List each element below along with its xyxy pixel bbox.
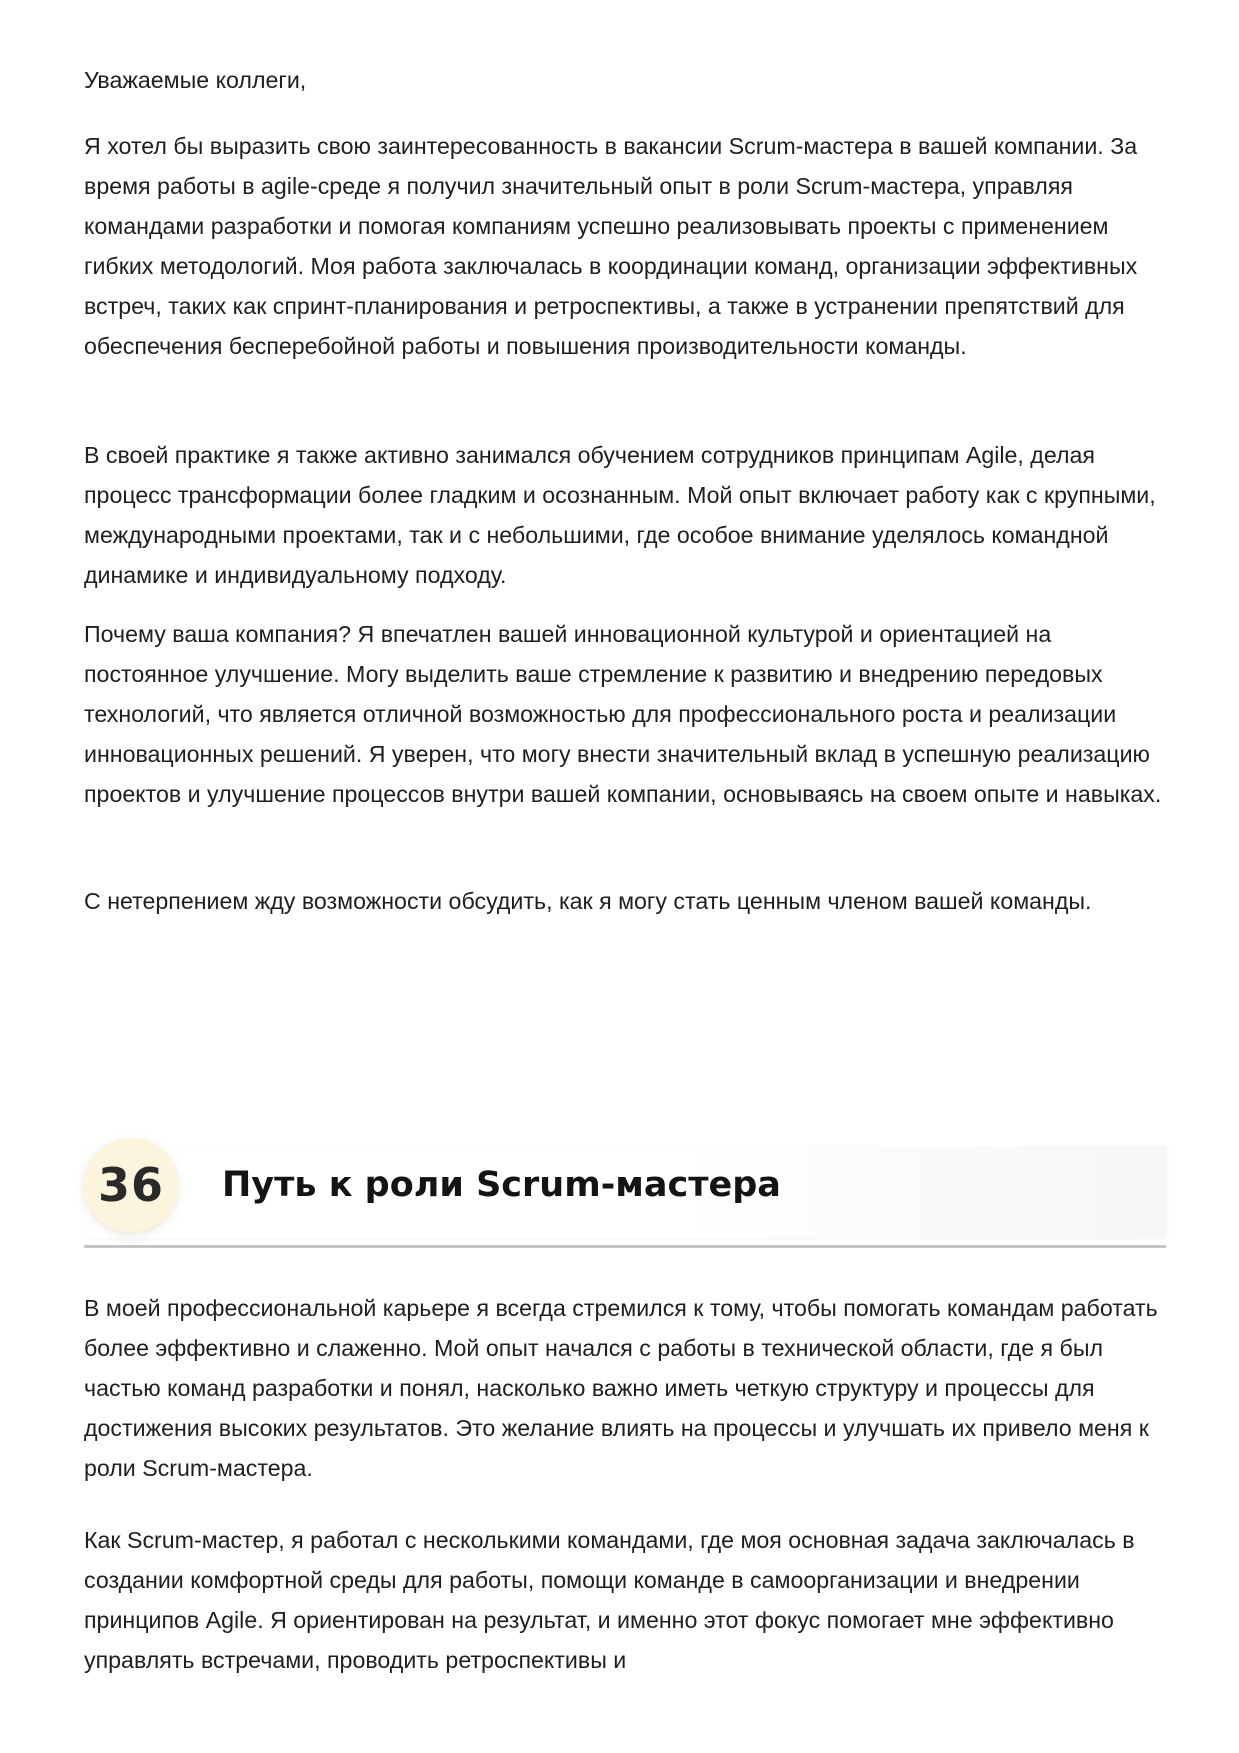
chapter-header bbox=[84, 1138, 1166, 1248]
chapter-number: 36 bbox=[97, 1158, 164, 1212]
letter-paragraph-4: С нетерпением жду возможности обсудить, как я могу стать ценным членом вашей команды. bbox=[84, 888, 1092, 914]
chapter-title: Путь к роли Scrum-мастера bbox=[222, 1165, 781, 1205]
letter-paragraph-1: Я хотел бы выразить свою заинтересованность в вакансии Scrum-мастера в вашей компании. За время работы в agile-среде я получил значительный опыт в роли Scrum-мастера, управляя командами разработки и помогая компаниям успешно реализовывать проекты с применением гибких методологий. Моя работа заключалась в координации команд, организации эффективных встреч, таких как спринт-планирования и ретроспективы, а также в устранении препятствий для обеспечения бесперебойной работы и повышения производительности команды. bbox=[84, 133, 1138, 359]
letter-greeting: Уважаемые коллеги, bbox=[84, 67, 307, 93]
chapter-divider bbox=[84, 1245, 1166, 1248]
chapter-paragraph-2: Как Scrum-мастер, я работал с несколькими командами, где моя основная задача заключалась в создании комфортной среды для работы, помощи команде в самоорганизации и внедрении принципов Agile. Я ориентирован на результат, и именно этот фокус помогает мне эффективно управлять встречами, проводить ретроспективы и bbox=[84, 1527, 1135, 1673]
letter-paragraph-3: Почему ваша компания? Я впечатлен вашей инновационной культурой и ориентацией на постоянное улучшение. Могу выделить ваше стремление к развитию и внедрению передовых технологий, что является отличной возможностью для профессионального роста и реализации инновационных решений. Я уверен, что могу внести значительный вклад в успешную реализацию проектов и улучшение процессов внутри вашей компании, основываясь на своем опыте и навыках. bbox=[84, 621, 1162, 807]
letter-paragraph-2: В своей практике я также активно занимался обучением сотрудников принципам Agile, делая процесс трансформации более гладким и осознанным. Мой опыт включает работу как с крупными, международными проектами, так и с небольшими, где особое внимание уделялось командной динамике и индивидуальному подходу. bbox=[84, 442, 1156, 588]
chapter-paragraph-1: В моей профессиональной карьере я всегда стремился к тому, чтобы помогать командам работать более эффективно и слаженно. Мой опыт начался с работы в технической области, где я был частью команд разработки и понял, насколько важно иметь четкую структуру и процессы для достижения высоких результатов. Это желание влиять на процессы и улучшать их привело меня к роли Scrum-мастера. bbox=[84, 1295, 1158, 1481]
chapter-number-badge bbox=[84, 1138, 178, 1232]
